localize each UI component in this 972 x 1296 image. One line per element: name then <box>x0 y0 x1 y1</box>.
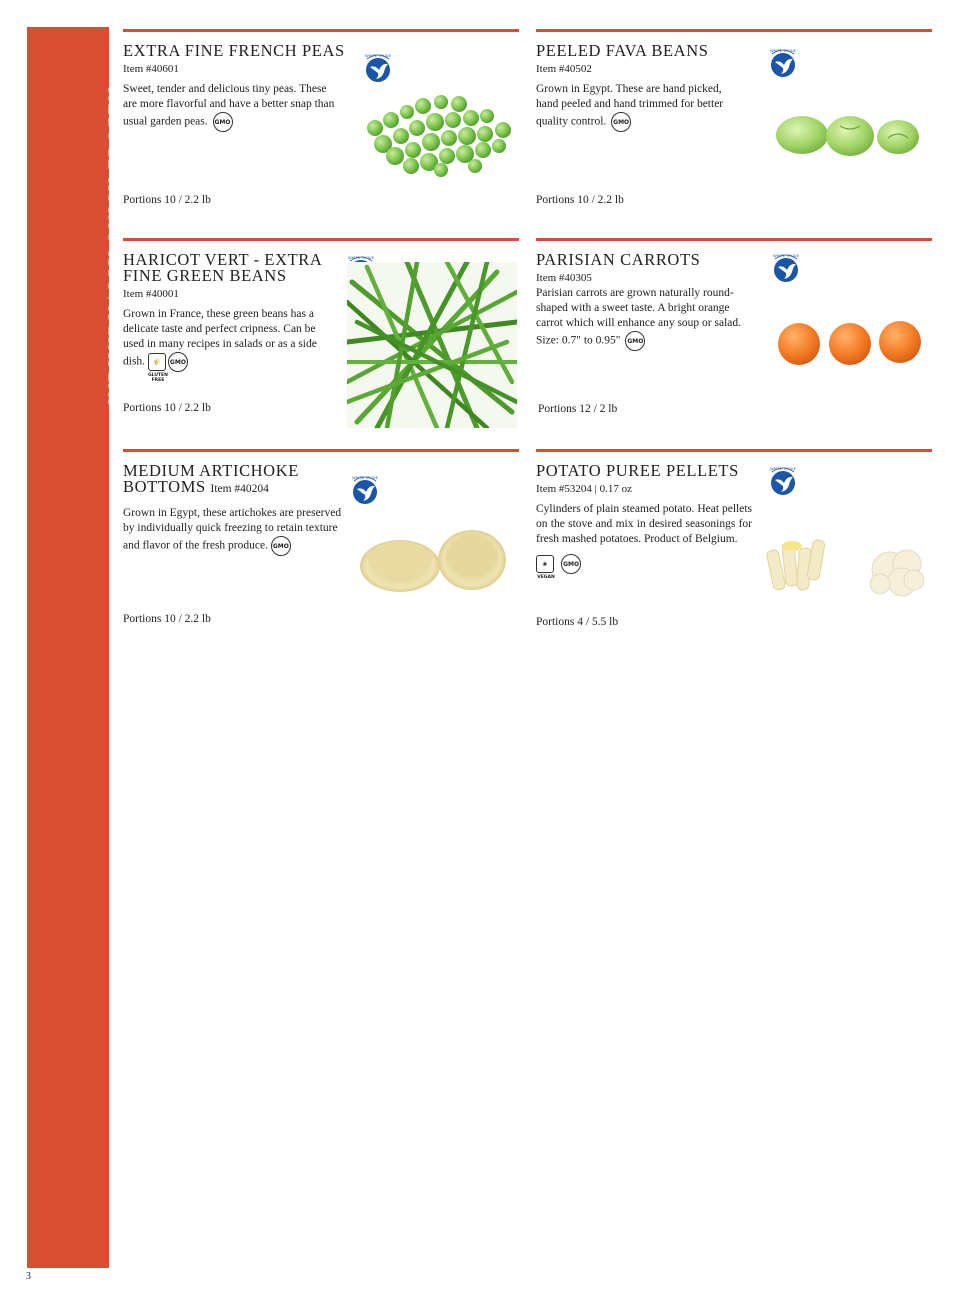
white-toque-logo <box>361 51 395 85</box>
green-peas-image <box>355 90 515 180</box>
white-toque-logo <box>769 251 803 285</box>
product-description: Parisian carrots are grown naturally round-shaped with a sweet taste. A bright orange carrot which will enhance any soup or salad. Size: 0.7" to 0.95" GMO <box>536 286 754 351</box>
product-portions: Portions 10 / 2.2 lb <box>123 194 211 206</box>
product-item-number: Item #53204 | 0.17 oz <box>536 483 632 495</box>
product-description: Sweet, tender and delicious tiny peas. These are more flavorful and have a better snap than usual garden peas. GMO <box>123 82 338 132</box>
product-portions: Portions 12 / 2 lb <box>538 403 618 415</box>
white-toque-logo <box>766 464 800 498</box>
product-item-number: Item #40001 <box>123 288 179 300</box>
white-toque-logo <box>766 46 800 80</box>
potato-pellets-image <box>762 530 932 602</box>
gluten-free-badge: 🌾 GLUTEN FREE <box>148 353 166 371</box>
non-gmo-badge: GMO <box>271 536 291 556</box>
non-gmo-badge: GMO <box>213 112 233 132</box>
vegan-badge: ❀ VEGAN <box>536 555 554 573</box>
fava-beans-image <box>770 108 925 163</box>
product-title: EXTRA FINE FRENCH PEAS <box>123 41 345 60</box>
product-description: Grown in Egypt. These are hand picked, hand peeled and hand trimmed for better quality control. GMO <box>536 82 746 132</box>
product-portions: Portions 10 / 2.2 lb <box>536 194 624 206</box>
artichoke-bottoms-image <box>358 528 513 596</box>
sidebar-subtitle: INDIVIDUALLY QUICK FROZEN <box>105 85 126 405</box>
product-title: PARISIAN CARROTS <box>536 250 701 269</box>
white-toque-logo <box>348 473 382 507</box>
product-description: Grown in Egypt, these artichokes are preserved by individually quick freezing to retain texture and flavor of the fresh produce. GMO <box>123 506 343 556</box>
product-item-number: Item #40305 <box>536 272 592 284</box>
product-title: POTATO PUREE PELLETS <box>536 461 739 480</box>
green-beans-image <box>347 262 517 428</box>
product-title: MEDIUM ARTICHOKE BOTTOMS Item #40204 <box>123 461 299 496</box>
product-item-number: Item #40502 <box>536 63 592 75</box>
product-portions: Portions 4 / 5.5 lb <box>536 616 619 628</box>
non-gmo-badge: GMO <box>561 554 581 574</box>
round-carrots-image <box>773 318 933 370</box>
product-item-number: Item #40601 <box>123 63 179 75</box>
sidebar-title: FROZEN SAVORY <box>116 884 168 1277</box>
product-title: HARICOT VERT - EXTRA FINE GREEN BEANS <box>123 250 322 285</box>
product-description: Cylinders of plain steamed potato. Heat pellets on the stove and mix in desired seasonings for fresh mashed potatoes. Product of Belgium. <box>536 503 752 545</box>
page-number: 3 <box>26 1271 31 1282</box>
non-gmo-badge: GMO <box>625 331 645 351</box>
product-title: PEELED FAVA BEANS <box>536 41 709 60</box>
product-portions: Portions 10 / 2.2 lb <box>123 613 211 625</box>
product-portions: Portions 10 / 2.2 lb <box>123 402 211 414</box>
product-description: Grown in France, these green beans has a delicate taste and perfect cripness. Can be used in many recipes in salads or as a side dish. 🌾 GLUTEN FREE GMO <box>123 308 317 383</box>
product-item-number: Item #40204 <box>210 483 269 495</box>
non-gmo-badge: GMO <box>168 352 188 372</box>
non-gmo-badge: GMO <box>611 112 631 132</box>
